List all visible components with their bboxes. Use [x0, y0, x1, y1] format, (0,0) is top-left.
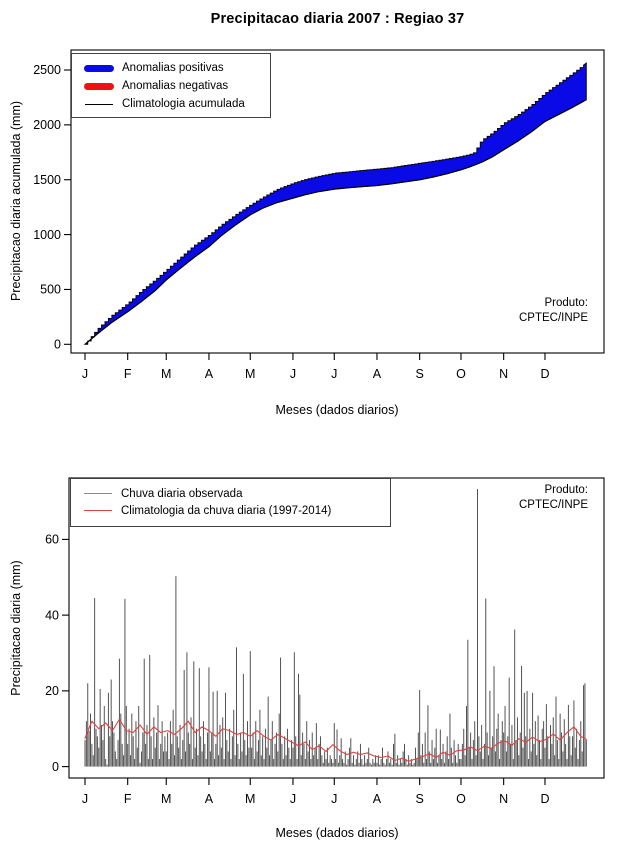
svg-text:J: J	[81, 367, 89, 381]
svg-text:40: 40	[45, 608, 59, 623]
top-y-axis-label: Precipitacao diaria acumulada (mm)	[9, 100, 23, 302]
svg-text:500: 500	[40, 282, 61, 297]
top-product-annotation	[519, 296, 588, 326]
bottom-y-axis-label: Precipitacao diaria (mm)	[9, 560, 23, 696]
svg-text:J: J	[289, 792, 297, 806]
svg-text:F: F	[123, 367, 132, 381]
svg-text:N: N	[499, 792, 509, 806]
svg-text:J: J	[331, 792, 338, 806]
svg-text:O: O	[456, 792, 466, 806]
svg-text:J: J	[289, 367, 297, 381]
top-legend	[71, 53, 271, 118]
svg-text:O: O	[456, 367, 466, 381]
svg-text:2500: 2500	[33, 63, 61, 78]
bottom-legend	[70, 478, 391, 527]
negative-anomaly-swatch-icon	[76, 83, 122, 90]
svg-text:2000: 2000	[33, 118, 61, 133]
svg-text:0: 0	[54, 337, 61, 352]
svg-text:A: A	[372, 367, 382, 381]
product-annotation-line: CPTEC/INPE	[518, 499, 588, 511]
legend-item-label: Climatologia acumulada	[122, 98, 245, 110]
svg-text:20: 20	[45, 684, 59, 699]
climatology-line-swatch-icon	[76, 104, 122, 105]
daily-climatology-swatch-icon	[75, 510, 121, 511]
legend-item-negative-anomalies	[76, 77, 264, 95]
product-annotation-line: CPTEC/INPE	[518, 312, 588, 324]
svg-text:A: A	[204, 792, 214, 806]
svg-text:S: S	[415, 367, 424, 381]
svg-text:S: S	[415, 792, 424, 806]
svg-text:A: A	[372, 792, 382, 806]
legend-item-positive-anomalies	[76, 59, 264, 77]
product-annotation-line: Produto:	[544, 297, 588, 309]
svg-text:D: D	[540, 792, 550, 806]
svg-text:M: M	[161, 792, 172, 806]
svg-text:A: A	[204, 367, 214, 381]
svg-text:F: F	[123, 792, 132, 806]
legend-item-label: Anomalias negativas	[122, 80, 229, 92]
bottom-x-axis-label: Meses (dados diarios)	[275, 826, 399, 840]
svg-text:0: 0	[52, 759, 59, 774]
legend-item-observed-rain	[75, 485, 384, 502]
legend-item-label: Chuva diaria observada	[121, 487, 243, 500]
svg-text:J: J	[81, 792, 89, 806]
observed-rain-swatch-icon	[75, 493, 121, 494]
svg-text:1500: 1500	[33, 172, 61, 187]
svg-text:M: M	[245, 792, 256, 806]
legend-item-daily-climatology	[75, 502, 384, 519]
svg-text:N: N	[499, 367, 509, 381]
svg-text:M: M	[161, 367, 172, 381]
svg-text:1000: 1000	[33, 227, 61, 242]
bottom-product-annotation	[519, 483, 588, 513]
svg-text:J: J	[331, 367, 338, 381]
product-annotation-line: Produto:	[544, 484, 588, 496]
positive-anomaly-swatch-icon	[76, 65, 122, 72]
page-title: Precipitacao diaria 2007 : Regiao 37	[210, 11, 465, 27]
top-x-axis-label: Meses (dados diarios)	[275, 403, 399, 417]
svg-text:M: M	[245, 367, 256, 381]
legend-item-label: Anomalias positivas	[122, 62, 224, 74]
svg-text:60: 60	[45, 532, 59, 547]
legend-item-accumulated-climatology	[76, 95, 264, 113]
legend-item-label: Climatologia da chuva diaria (1997-2014)	[121, 504, 332, 517]
svg-text:D: D	[540, 367, 550, 381]
